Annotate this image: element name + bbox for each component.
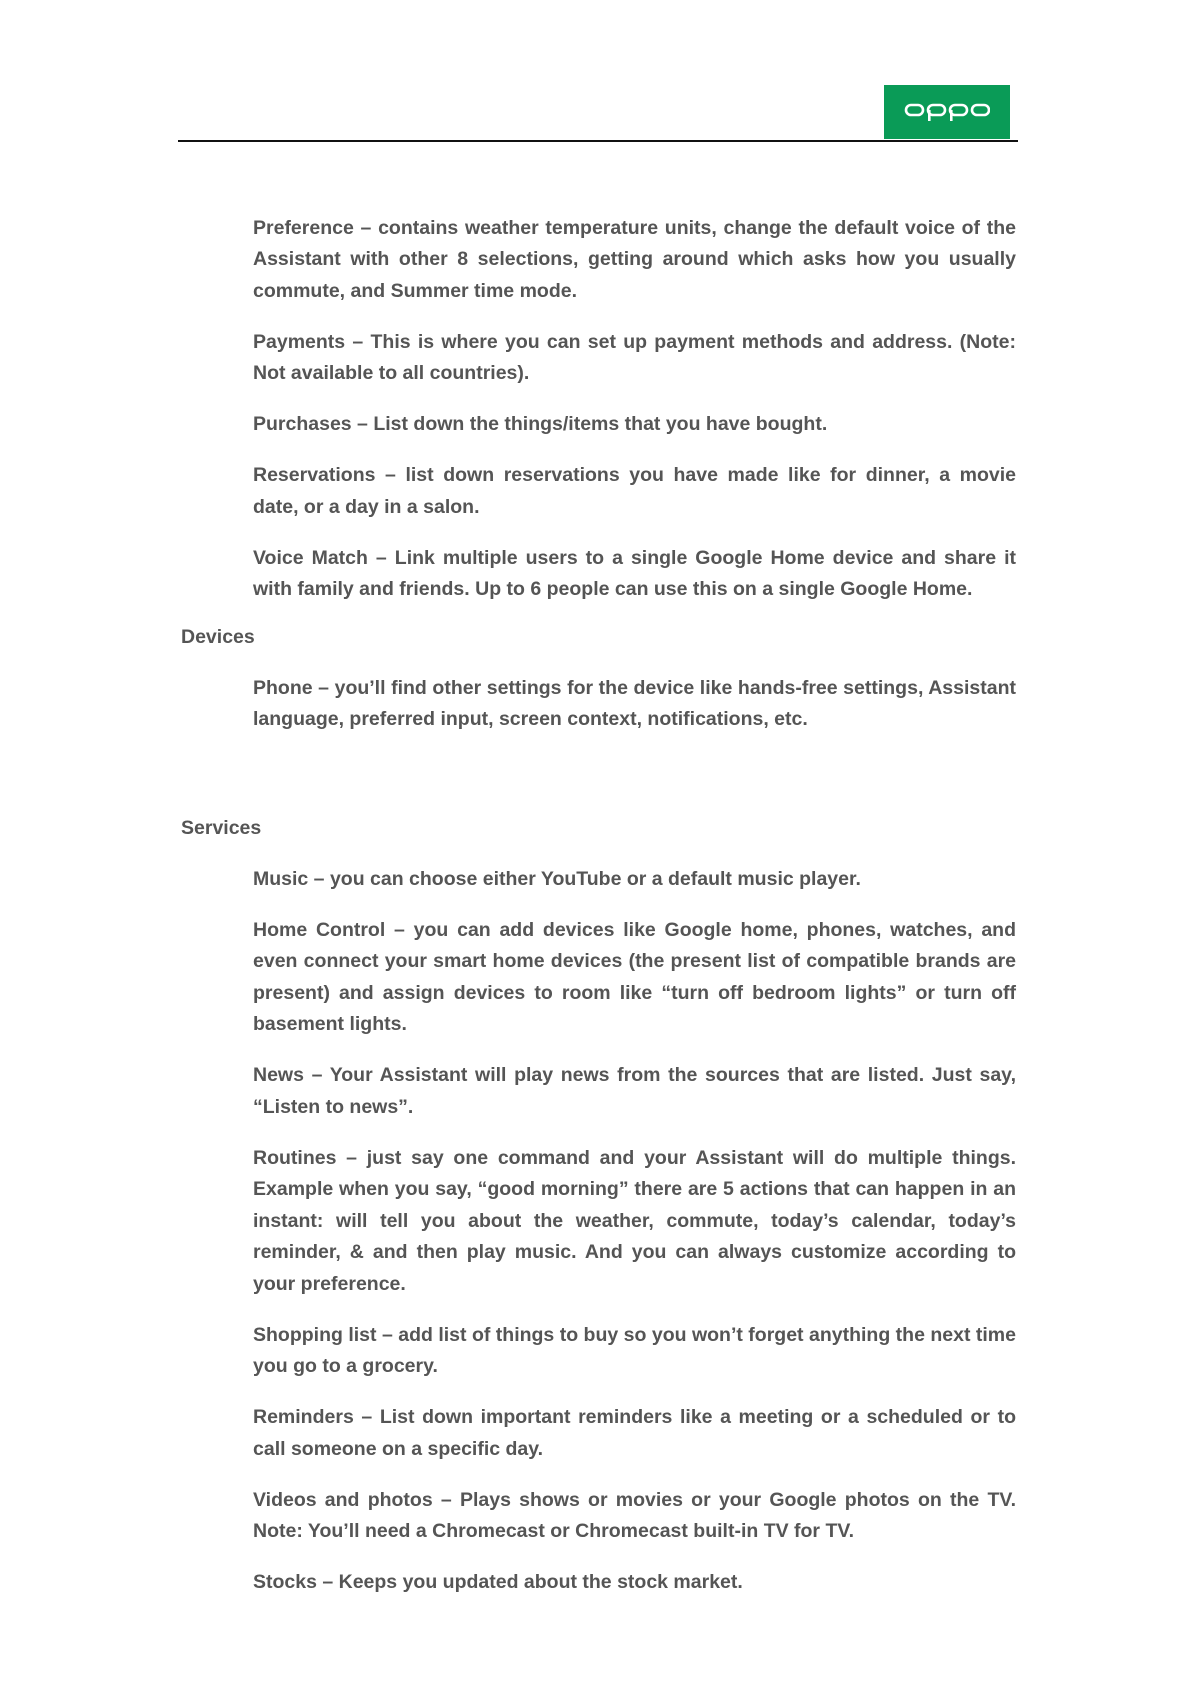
list-item-music: Music – you can choose either YouTube or a default music player. [253, 867, 861, 890]
list-item-payments: Payments – This is where you can set up payment methods and address. (Note: Not available to all countries). [253, 330, 1016, 384]
section-heading-services: Services [181, 816, 262, 839]
section-heading-devices: Devices [181, 625, 255, 648]
oppo-wordmark-icon [904, 102, 990, 122]
list-item-voice-match: Voice Match – Link multiple users to a single Google Home device and share it with family and friends. Up to 6 people can use this on a single Google Home. [253, 546, 1016, 600]
section-spacer [0, 752, 1191, 797]
list-item-reservations: Reservations – list down reservations you have made like for dinner, a movie date, or a day in a salon. [253, 464, 1016, 518]
list-item-purchases: Purchases – List down the things/items that you have bought. [253, 413, 828, 435]
list-item-news: News – Your Assistant will play news from the sources that are listed. Just say, “Listen to news”. [253, 1064, 1016, 1118]
list-item-home-control: Home Control – you can add devices like Google home, phones, watches, and even connect your smart home devices (the present list of compatible brands are present) and assign devices to room like “turn off bedroom lights” or turn off basement lights. [253, 918, 1016, 1036]
header-divider [178, 140, 1018, 142]
document-body [0, 193, 1191, 1615]
list-item-routines: Routines – just say one command and your Assistant will do multiple things. Example when you say, “good morning” there are 5 actions that can happen in an instant: will tell you about the weather, commute, today’s calendar, today’s reminder, & and then play music. And you can always customize according to your preference. [253, 1146, 1016, 1295]
list-item-stocks: Stocks – Keeps you updated about the stock market. [253, 1571, 743, 1594]
list-item-shopping-list: Shopping list – add list of things to buy so you won’t forget anything the next time you go to a grocery. [253, 1323, 1016, 1378]
list-item-phone: Phone – you’ll find other settings for the device like hands-free settings, Assistant language, preferred input, screen context, notifications, etc. [253, 676, 1016, 731]
list-item-preference: Preference – contains weather temperature units, change the default voice of the Assistant with other 8 selections, getting around which asks how you usually commute, and Summer time mode. [253, 216, 1016, 302]
list-item-videos-photos: Videos and photos – Plays shows or movies or your Google photos on the TV. Note: You’ll need a Chromecast or Chromecast built-in TV for TV. [253, 1488, 1016, 1543]
oppo-logo [884, 85, 1010, 139]
list-item-reminders: Reminders – List down important reminders like a meeting or a scheduled or to call someone on a specific day. [253, 1406, 1016, 1460]
